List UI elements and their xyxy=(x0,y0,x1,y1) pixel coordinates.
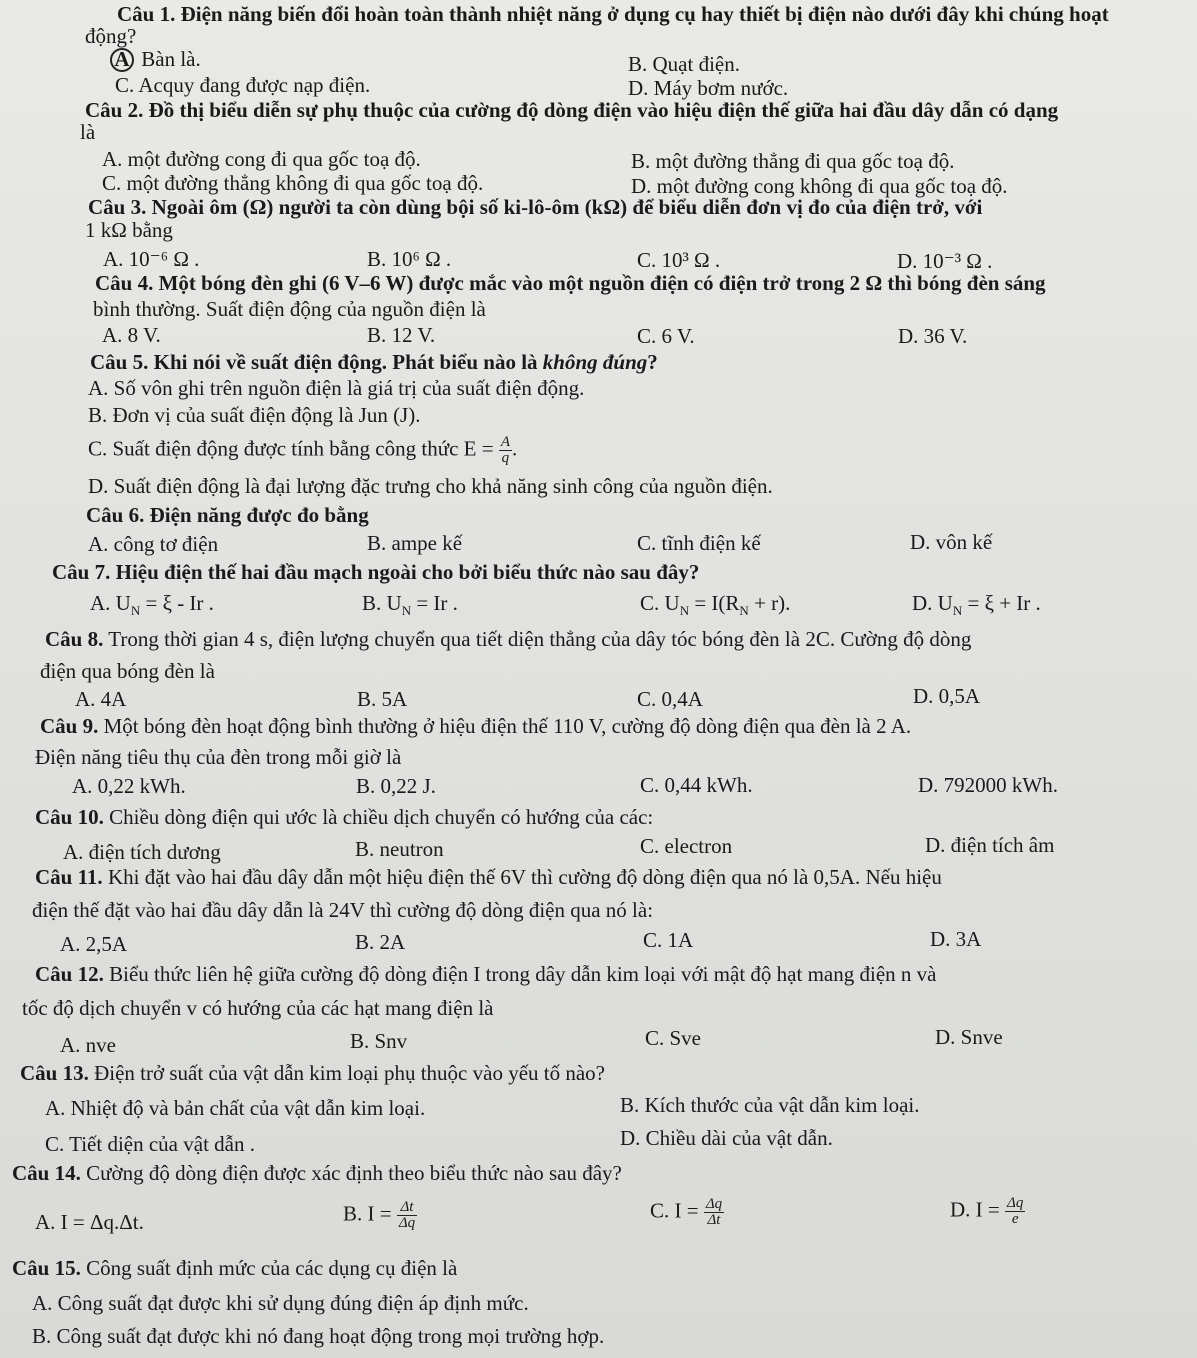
option-a[interactable]: A. Số vôn ghi trên nguồn điện là giá trị của suất điện động. xyxy=(88,376,585,400)
option-a[interactable]: A. một đường cong đi qua gốc toạ độ. xyxy=(102,147,421,171)
option-d[interactable]: D. Máy bơm nước. xyxy=(628,76,789,100)
option-b[interactable]: B. ampe kế xyxy=(367,531,463,555)
option-b[interactable]: B. Kích thước của vật dẫn kim loại. xyxy=(620,1093,920,1117)
option-c[interactable]: C. Acquy đang được nạp điện. xyxy=(115,73,371,97)
option-c[interactable]: C. tĩnh điện kế xyxy=(637,531,761,555)
question-5: Câu 5. Khi nói về suất điện động. Phát biểu nào là không đúng? xyxy=(90,350,658,374)
option-b[interactable]: B. neutron xyxy=(355,837,444,861)
option-b[interactable]: B. Công suất đạt được khi nó đang hoạt động trong mọi trường hợp. xyxy=(32,1324,605,1348)
option-b[interactable]: B. một đường thẳng đi qua gốc toạ độ. xyxy=(631,149,955,173)
option-d[interactable]: D. 10⁻³ Ω . xyxy=(897,249,993,273)
option-c[interactable]: C. 1A xyxy=(643,928,694,952)
question-2: Câu 2. Đồ thị biểu diễn sự phụ thuộc của cường độ dòng điện vào hiệu điện thế giữa hai đầu dây dẫn có dạng xyxy=(85,98,1059,122)
option-d[interactable]: D. điện tích âm xyxy=(925,833,1055,857)
option-b[interactable]: B. $U_N = Ir$ . xyxy=(362,591,458,619)
option-a[interactable]: A. $U_N = \xi - Ir$ . xyxy=(90,591,214,619)
option-c[interactable]: C. Suất điện động được tính bằng công thức E = $\frac{A}{q}$ . xyxy=(88,434,518,466)
question-text-cont: là xyxy=(80,120,96,144)
option-a[interactable]: A. 8 V. xyxy=(102,323,161,347)
option-d[interactable]: D. một đường cong không đi qua gốc toạ độ. xyxy=(631,174,1008,198)
option-b[interactable]: B. 5A xyxy=(357,687,408,711)
option-b[interactable]: B. Quạt điện. xyxy=(628,52,740,76)
question-7: Câu 7. Hiệu điện thế hai đầu mạch ngoài cho bởi biểu thức nào sau đây? xyxy=(52,560,700,584)
question-6: Câu 6. Điện năng được đo bằng xyxy=(86,503,369,527)
option-c[interactable]: C. I = $\frac{\Delta q}{\Delta t}$ xyxy=(650,1196,723,1228)
option-c[interactable]: C. electron xyxy=(640,834,733,858)
option-c[interactable]: C. 0,4A xyxy=(637,687,703,711)
option-a[interactable]: A. 4A xyxy=(75,687,127,711)
option-d[interactable]: D. $U_N = \xi + Ir$ . xyxy=(912,591,1041,619)
option-d[interactable]: D. 792000 kWh. xyxy=(918,773,1058,797)
formula-fraction: $\frac{\Delta q}{e}$ xyxy=(1007,1195,1024,1227)
question-text-cont: điện qua bóng đèn là xyxy=(40,659,215,683)
question-text-cont: động? xyxy=(85,24,137,48)
option-c[interactable]: C. Sve xyxy=(645,1026,702,1050)
option-c[interactable]: C. 10³ Ω . xyxy=(637,248,721,272)
option-c[interactable]: C. 6 V. xyxy=(637,324,695,348)
option-b[interactable]: B. Snv xyxy=(350,1029,408,1053)
option-d[interactable]: D. Snve xyxy=(935,1025,1003,1049)
option-c[interactable]: C. $U_N = I(R_N + r)$. xyxy=(640,591,791,619)
option-a[interactable]: A. điện tích dương xyxy=(63,840,221,864)
question-text-cont: tốc độ dịch chuyển v có hướng của các hạt mang điện là xyxy=(22,996,494,1020)
option-c[interactable]: C. 0,44 kWh. xyxy=(640,773,753,797)
question-3: Câu 3. Ngoài ôm (Ω) người ta còn dùng bội số ki-lô-ôm (kΩ) để biểu diễn đơn vị đo của điện trở, với xyxy=(88,195,983,219)
option-a[interactable]: A. 10⁻⁶ Ω . xyxy=(103,247,200,271)
question-8: Câu 8. Trong thời gian 4 s, điện lượng chuyển qua tiết diện thẳng của dây tóc bóng đèn là 2C. Cường độ dòng xyxy=(45,627,972,651)
option-d[interactable]: D. Suất điện động là đại lượng đặc trưng cho khả năng sinh công của nguồn điện. xyxy=(88,474,773,498)
question-text-cont: Điện năng tiêu thụ của đèn trong mỗi giờ là xyxy=(35,745,402,769)
option-d[interactable]: D. 0,5A xyxy=(913,684,981,708)
option-b[interactable]: B. Đơn vị của suất điện động là Jun (J). xyxy=(88,403,421,427)
emphasis-text: không đúng xyxy=(542,350,648,374)
option-a[interactable]: A. Công suất đạt được khi sử dụng đúng điện áp định mức. xyxy=(32,1291,529,1315)
question-text: Điện năng biến đổi hoàn toàn thành nhiệt năng ở dụng cụ hay thiết bị điện nào dưới đây khi chúng hoạt xyxy=(180,2,1109,26)
option-a[interactable]: A Bàn là. xyxy=(110,46,201,72)
option-d[interactable]: D. 3A xyxy=(930,927,982,951)
option-a[interactable]: A. công tơ điện xyxy=(88,532,219,556)
option-a[interactable]: A. Nhiệt độ và bản chất của vật dẫn kim loại. xyxy=(45,1096,426,1120)
question-12: Câu 12. Biểu thức liên hệ giữa cường độ dòng điện I trong dây dẫn kim loại với mật độ hạt mang điện n và xyxy=(35,962,937,986)
option-b[interactable]: B. 12 V. xyxy=(367,323,436,347)
option-a[interactable]: A. 2,5A xyxy=(60,932,128,956)
question-9: Câu 9. Một bóng đèn hoạt động bình thường ở hiệu điện thế 110 V, cường độ dòng điện qua đèn là 2 A. xyxy=(40,714,912,738)
option-b[interactable]: B. 2A xyxy=(355,930,406,954)
question-text-cont: bình thường. Suất điện động của nguồn điện là xyxy=(93,297,486,321)
question-text-cont: điện thế đặt vào hai đầu dây dẫn là 24V thì cường độ dòng điện qua nó là: xyxy=(32,898,654,922)
option-a[interactable]: A. nve xyxy=(60,1033,116,1057)
option-a[interactable]: A. I = Δq.Δt. xyxy=(35,1210,144,1234)
option-d[interactable]: D. I = $\frac{\Delta q}{e}$ xyxy=(950,1195,1024,1227)
option-d[interactable]: D. vôn kế xyxy=(910,530,993,554)
option-d[interactable]: D. Chiều dài của vật dẫn. xyxy=(620,1126,833,1150)
selected-answer-circle: A xyxy=(110,48,134,72)
option-b[interactable]: B. 10⁶ Ω . xyxy=(367,247,452,271)
option-c[interactable]: C. Tiết diện của vật dẫn . xyxy=(45,1132,255,1156)
option-b[interactable]: B. 0,22 J. xyxy=(356,774,436,798)
option-d[interactable]: D. 36 V. xyxy=(898,324,968,348)
formula-fraction: $\frac{\Delta q}{\Delta t}$ xyxy=(705,1196,723,1228)
question-15: Câu 15. Công suất định mức của các dụng cụ điện là xyxy=(12,1256,458,1280)
question-1 xyxy=(117,1,1109,27)
option-b[interactable]: B. I = $\frac{\Delta t}{\Delta q}$ xyxy=(343,1199,416,1231)
question-11: Câu 11. Khi đặt vào hai đầu dây dẫn một hiệu điện thế 6V thì cường độ dòng điện qua nó là 0,5A. Nếu hiệu xyxy=(35,865,942,889)
question-13: Câu 13. Điện trở suất của vật dẫn kim loại phụ thuộc vào yếu tố nào? xyxy=(20,1061,605,1085)
option-c[interactable]: C. một đường thẳng không đi qua gốc toạ độ. xyxy=(102,171,484,195)
question-label: Câu 1. xyxy=(117,2,176,26)
question-10: Câu 10. Chiều dòng điện qui ước là chiều dịch chuyển có hướng của các: xyxy=(35,805,654,829)
formula-fraction: $\frac{A}{q}$ xyxy=(500,434,510,466)
question-14: Câu 14. Cường độ dòng điện được xác định theo biểu thức nào sau đây? xyxy=(12,1161,622,1185)
question-text-cont: 1 kΩ bằng xyxy=(85,218,173,242)
formula-fraction: $\frac{\Delta t}{\Delta q}$ xyxy=(398,1199,416,1231)
question-4: Câu 4. Một bóng đèn ghi (6 V–6 W) được mắc vào một nguồn điện có điện trở trong 2 Ω thì bóng đèn sáng xyxy=(95,271,1046,295)
option-a[interactable]: A. 0,22 kWh. xyxy=(72,774,186,798)
